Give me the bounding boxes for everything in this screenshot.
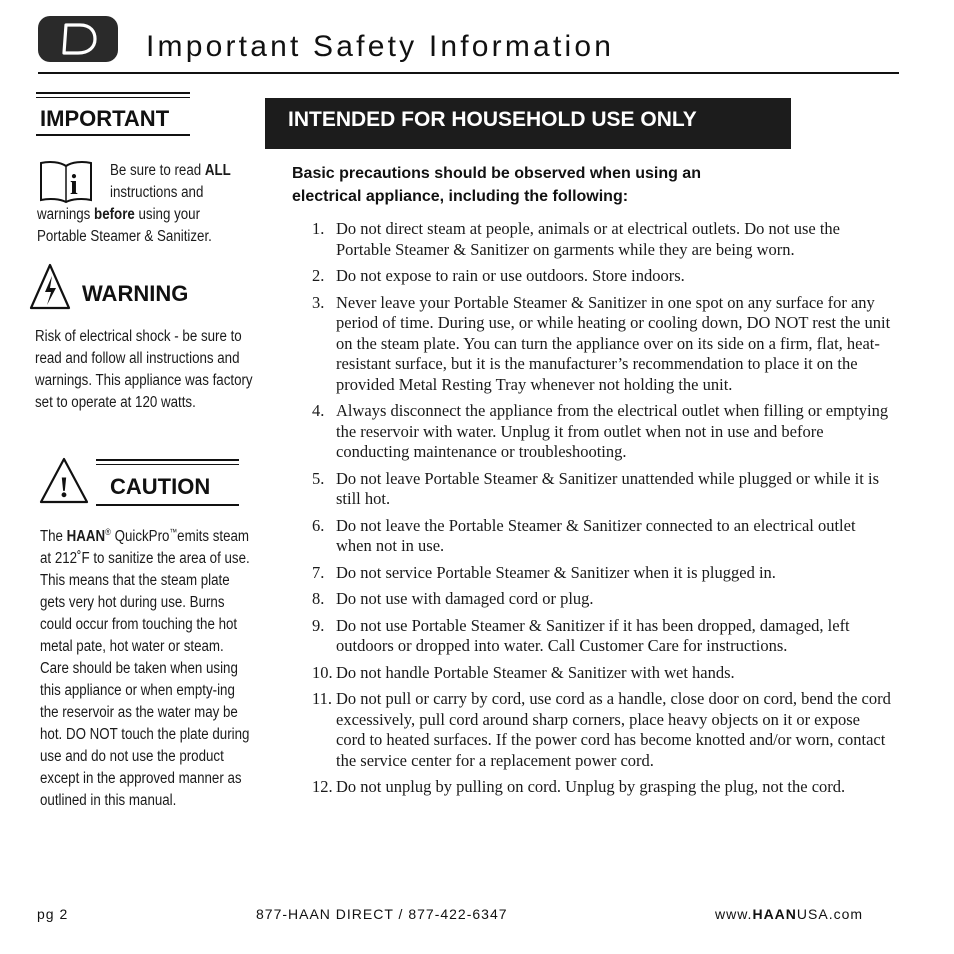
important-rule-bottom xyxy=(36,134,190,136)
electrical-warning-icon xyxy=(28,262,72,312)
list-item: 10. Do not handle Portable Steamer & Sanitizer with wet hands. xyxy=(312,662,735,682)
caution-heading: CAUTION xyxy=(110,474,211,499)
important-heading: IMPORTANT xyxy=(40,106,170,131)
list-item: 5. Do not leave Portable Steamer & Sanitizer unattended while plugged or while it is still hot. xyxy=(312,468,879,508)
svg-text:i: i xyxy=(70,170,78,201)
list-item: 3. Never leave your Portable Steamer & Sanitizer in one spot on any surface for any period of time. During use, or while heating or cooling down, DO NOT rest the unit on the steam plate. You can turn the appliance over on its side on a firm, flat, heat-resistant surface, but it is the manufacturer’s recommendation to place it on the provided Metal Resting Tray whenever not holding the unit. xyxy=(312,292,891,394)
caution-text: The HAAN® QuickPro™emits steam at 212˚F to sanitize the area of use. This means that the steam plate gets very hot during use. Burns could occur from touching the hot metal pate, hot water or steam. Care should be taken when using this appliance or when empty-ing the reservoir as the water may be hot. DO NOT touch the plate during use and do not use the product except in the approved manner as outlined in this manual. xyxy=(40,527,250,810)
list-item: 2. Do not expose to rain or use outdoors. Store indoors. xyxy=(312,266,685,285)
precautions-intro: Basic precautions should be observed when using an electrical appliance, including the following: xyxy=(292,165,701,205)
info-book-icon xyxy=(38,160,94,204)
warning-heading: WARNING xyxy=(82,281,189,306)
caution-rule-top xyxy=(96,459,239,465)
section-badge xyxy=(38,16,118,62)
important-rule-top xyxy=(36,92,190,98)
letter-d-icon xyxy=(60,22,98,56)
important-text-top: Be sure to read ALL instructions and xyxy=(110,162,231,201)
title-divider xyxy=(38,72,899,74)
phone-number: 877-HAAN DIRECT / 877-422-6347 xyxy=(256,906,508,922)
page-number: pg 2 xyxy=(37,906,69,922)
website-link[interactable]: www.HAANUSA.com xyxy=(715,906,864,922)
banner-text: INTENDED FOR HOUSEHOLD USE ONLY xyxy=(288,108,697,131)
household-use-banner xyxy=(265,98,791,149)
list-item: 11. Do not pull or carry by cord, use cord as a handle, close door on cord, bend the cord excessively, pull cord around sharp corners, place heavy objects on it or expose cord to heated surfaces. If the power cord has become knotted and/or worn, contact the service center for a replacement power cord. xyxy=(312,689,891,770)
svg-text:!: ! xyxy=(59,471,69,504)
list-item: 9. Do not use Portable Steamer & Sanitizer if it has been dropped, damaged, left outdoors or dropped into water. Call Customer Care for instructions. xyxy=(312,615,850,655)
precautions-list xyxy=(312,219,892,804)
list-item: 6. Do not leave the Portable Steamer & Sanitizer connected to an electrical outlet when not in use. xyxy=(312,515,856,555)
page-title: Important Safety Information xyxy=(146,30,615,63)
list-item: 1. Do not direct steam at people, animals or at electrical outlets. Do not use the Portable Steamer & Sanitizer on garments while they are being worn. xyxy=(312,219,841,259)
caution-exclamation-icon xyxy=(38,456,90,506)
list-item: 8. Do not use with damaged cord or plug. xyxy=(312,589,594,608)
list-item: 4. Always disconnect the appliance from the electrical outlet when filling or emptying the reservoir with water. Unplug it from outlet when not in use and before conducting maintenance or troubleshooting. xyxy=(312,401,889,461)
warning-text: Risk of electrical shock - be sure to read and follow all instructions and warnings. This appliance was factory set to operate at 120 watts. xyxy=(35,328,253,411)
list-item: 12. Do not unplug by pulling on cord. Unplug by grasping the plug, not the cord. xyxy=(312,777,846,796)
caution-rule-bottom xyxy=(96,504,239,506)
list-item: 7. Do not service Portable Steamer & Sanitizer when it is plugged in. xyxy=(312,562,776,582)
important-text-bottom: warnings before using your Portable Steamer & Sanitizer. xyxy=(37,206,212,245)
